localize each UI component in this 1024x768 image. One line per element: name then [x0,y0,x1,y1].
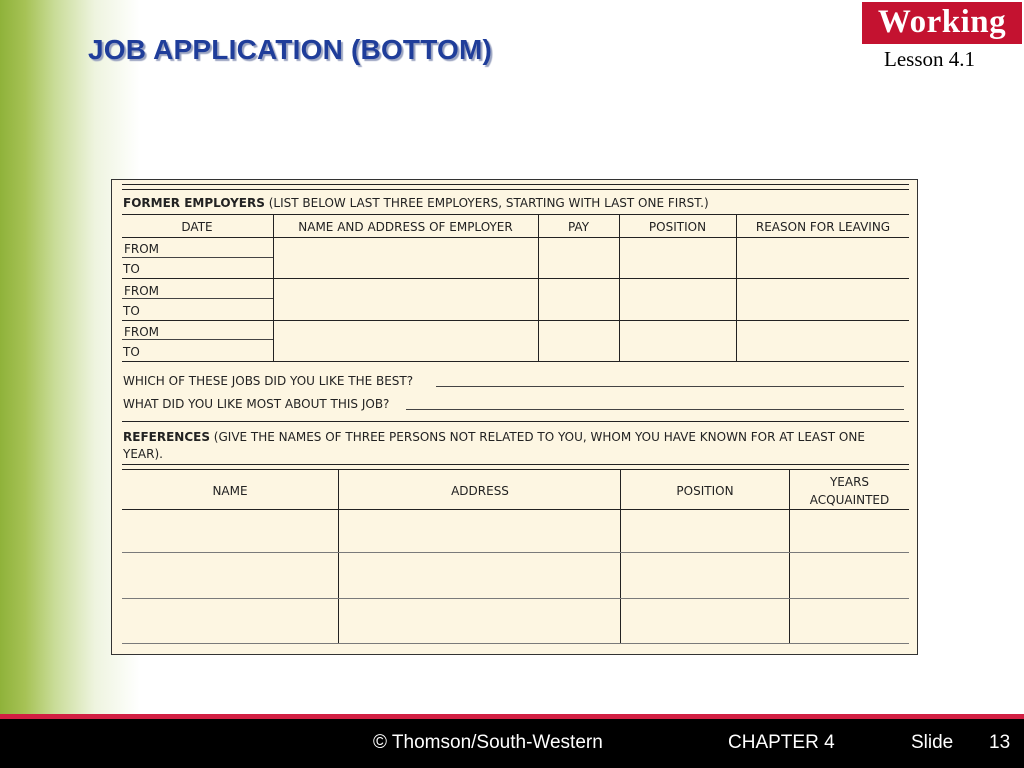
best-job-answer-line[interactable] [436,386,904,387]
former-employers-instruction: (LIST BELOW LAST THREE EMPLOYERS, STARTING WITH LAST ONE FIRST.) [268,196,709,210]
date-from-label: FROM [124,325,160,339]
reference-row-2-line [122,598,909,599]
references-header-bottom-rule [122,509,909,510]
date-from-line [122,298,273,299]
employers-header-top-rule [122,214,909,215]
like-most-answer-line[interactable] [406,409,904,410]
employers-vline-1 [273,214,274,361]
employers-vline-3 [619,214,620,361]
lesson-label: Lesson 4.1 [884,47,975,71]
slide-footer [0,719,1024,768]
date-from-line [122,257,273,258]
employers-vline-4 [736,214,737,361]
former-employers-heading: FORMER EMPLOYERS [123,196,265,210]
date-from-label: FROM [124,242,160,256]
footer-chapter: CHAPTER 4 [728,732,835,753]
col-employer-name-address: NAME AND ADDRESS OF EMPLOYER [298,220,513,234]
col-reason-for-leaving: REASON FOR LEAVING [755,220,891,234]
references-vline-1 [338,469,339,643]
employers-vline-2 [538,214,539,361]
date-from-label: FROM [124,284,160,298]
former-employers-heading-row [123,196,709,210]
employers-header-bottom-rule [122,237,909,238]
col-ref-address: ADDRESS [451,484,509,498]
reference-row-1-line [122,552,909,553]
slide-title: JOB APPLICATION (BOTTOM) [88,34,493,65]
reference-row-3-line [122,643,909,644]
job-application-form [111,179,918,655]
references-instruction-1: (GIVE THE NAMES OF THREE PERSONS NOT RELATED TO YOU, WHOM YOU HAVE KNOWN FOR AT LEAST ONE [213,430,865,444]
references-vline-3 [789,469,790,643]
form-top-rule [122,184,909,185]
col-pay: PAY [567,220,590,234]
date-to-label: TO [123,304,140,318]
col-date: DATE [181,220,213,234]
employer-row-3-bottom-rule [122,361,909,362]
acquainted-label: ACQUAINTED [809,493,890,507]
col-position: POSITION [648,220,707,234]
footer-copyright: © Thomson/South-Western [373,732,603,753]
date-to-label: TO [123,262,140,276]
references-instruction-2: YEAR). [123,447,163,461]
col-ref-position: POSITION [676,484,734,498]
references-heading: REFERENCES [123,430,210,444]
date-from-line [122,339,273,340]
question-best-job: WHICH OF THESE JOBS DID YOU LIKE THE BEST? [123,374,414,388]
col-ref-years-acquainted [790,475,909,507]
references-header-rule-1 [122,464,909,465]
references-heading-row [123,430,865,444]
employer-row-1-bottom-rule [122,278,909,279]
working-logo: Working [862,2,1022,42]
date-to-label: TO [123,345,140,359]
employer-row-2-bottom-rule [122,320,909,321]
logo-underline [862,42,1022,44]
references-vline-2 [620,469,621,643]
col-ref-name: NAME [212,484,248,498]
references-top-rule [122,421,909,422]
references-header-rule-2 [122,469,909,470]
years-label: YEARS [829,475,870,489]
footer-slide-label: Slide [911,732,954,753]
form-top-rule-2 [122,189,909,190]
footer-slide-number: 13 [989,732,1011,753]
question-like-most: WHAT DID YOU LIKE MOST ABOUT THIS JOB? [123,397,390,411]
